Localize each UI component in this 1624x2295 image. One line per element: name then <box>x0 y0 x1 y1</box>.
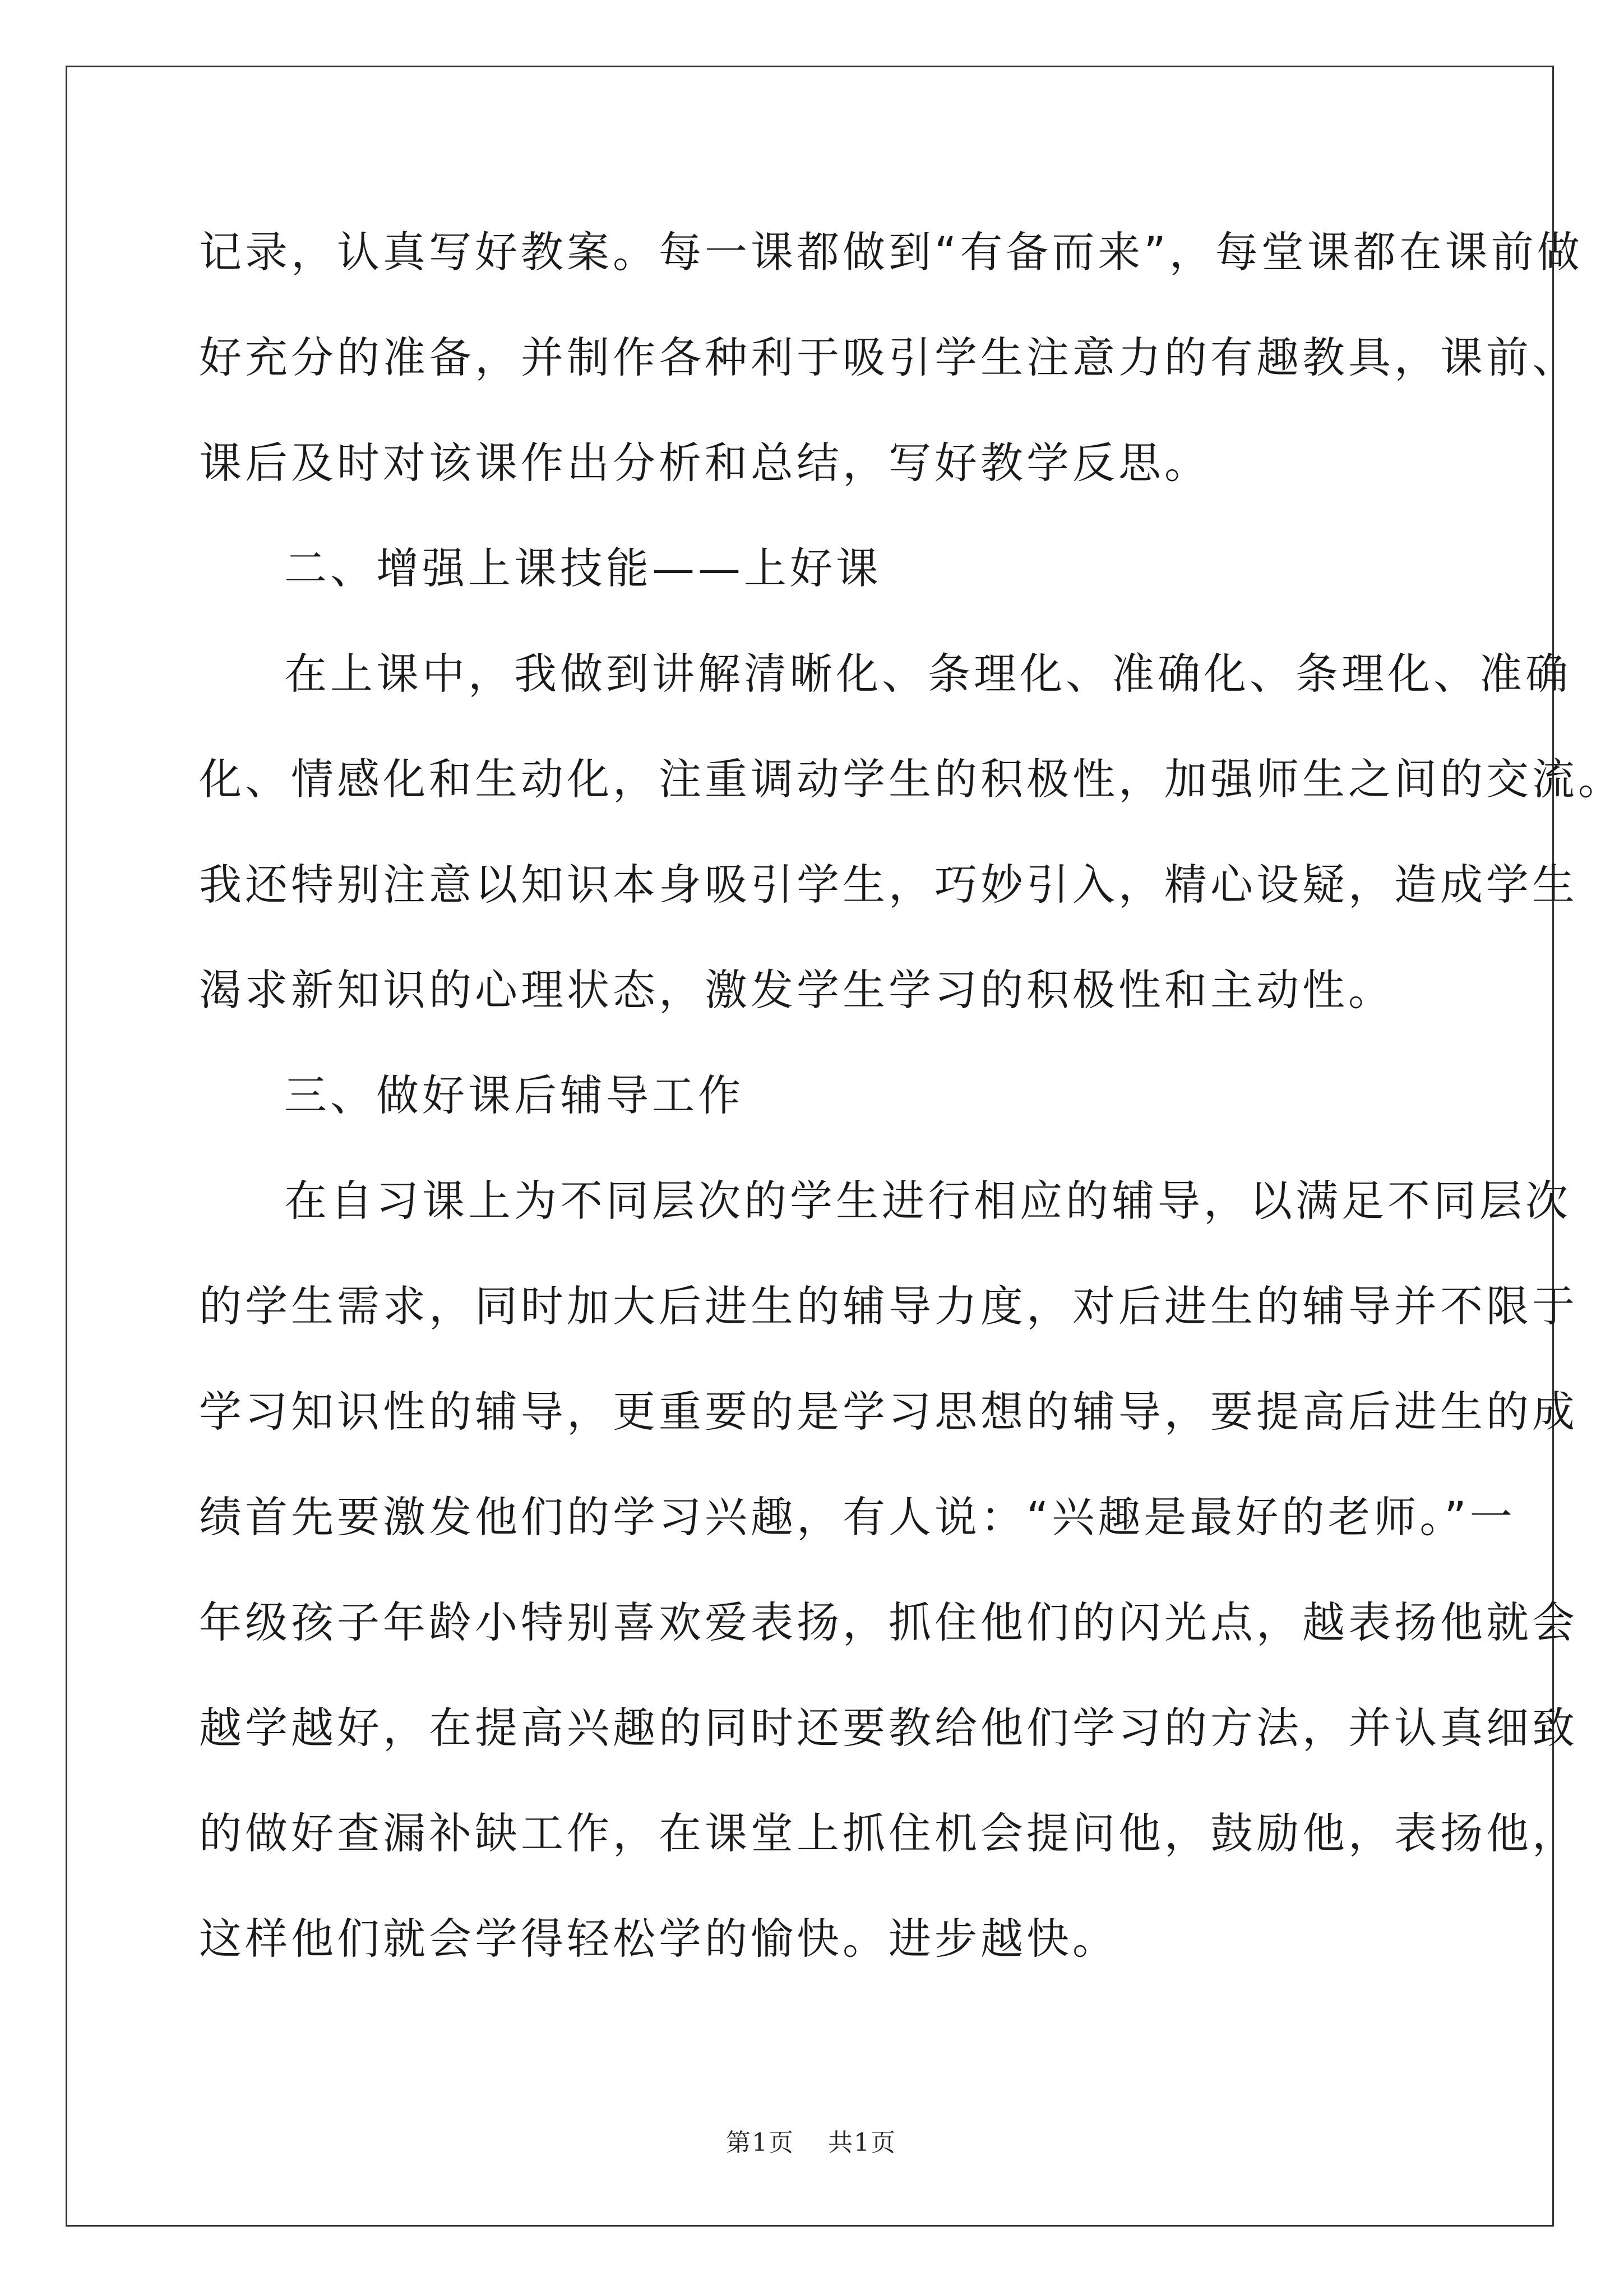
text-line: 好充分的准备，并制作各种利于吸引学生注意力的有趣教具，课前、 <box>199 333 1578 382</box>
text-line: 越学越好，在提高兴趣的同时还要教给他们学习的方法，并认真细致 <box>199 1703 1578 1753</box>
text-line: 我还特别注意以知识本身吸引学生，巧妙引入，精心设疑，造成学生 <box>199 860 1578 909</box>
page-number-current: 第1页 <box>726 2128 794 2157</box>
text-line: 这样他们就会学得轻松学的愉快。进步越快。 <box>199 1914 1118 1964</box>
page-footer <box>0 2122 1622 2158</box>
paragraph-start-line: 在自习课上为不同层次的学生进行相应的辅导，以满足不同层次 <box>284 1176 1571 1226</box>
paragraph-start-line: 在上课中，我做到讲解清晰化、条理化、准确化、条理化、准确 <box>284 649 1571 699</box>
section-heading: 二、增强上课技能——上好课 <box>284 543 882 593</box>
text-line: 渴求新知识的心理状态，激发学生学习的积极性和主动性。 <box>199 965 1394 1015</box>
text-line: 化、情感化和生动化，注重调动学生的积极性，加强师生之间的交流。 <box>199 754 1624 804</box>
text-line: 的做好查漏补缺工作，在课堂上抓住机会提问他，鼓励他，表扬他， <box>199 1808 1578 1858</box>
document-body <box>199 216 1624 2008</box>
section-heading: 三、做好课后辅导工作 <box>284 1070 744 1120</box>
page-number-total: 共1页 <box>828 2128 896 2157</box>
text-line: 学习知识性的辅导，更重要的是学习思想的辅导，要提高后进生的成 <box>199 1387 1578 1437</box>
text-line: 记录，认真写好教案。每一课都做到“有备而来”，每堂课都在课前做 <box>199 227 1583 277</box>
text-line: 绩首先要激发他们的学习兴趣，有人说：“兴趣是最好的老师。”一 <box>199 1492 1516 1542</box>
text-line: 年级孩子年龄小特别喜欢爱表扬，抓住他们的闪光点，越表扬他就会 <box>199 1597 1578 1647</box>
text-line: 课后及时对该课作出分析和总结，写好教学反思。 <box>199 438 1210 488</box>
text-line: 的学生需求，同时加大后进生的辅导力度，对后进生的辅导并不限于 <box>199 1281 1578 1331</box>
